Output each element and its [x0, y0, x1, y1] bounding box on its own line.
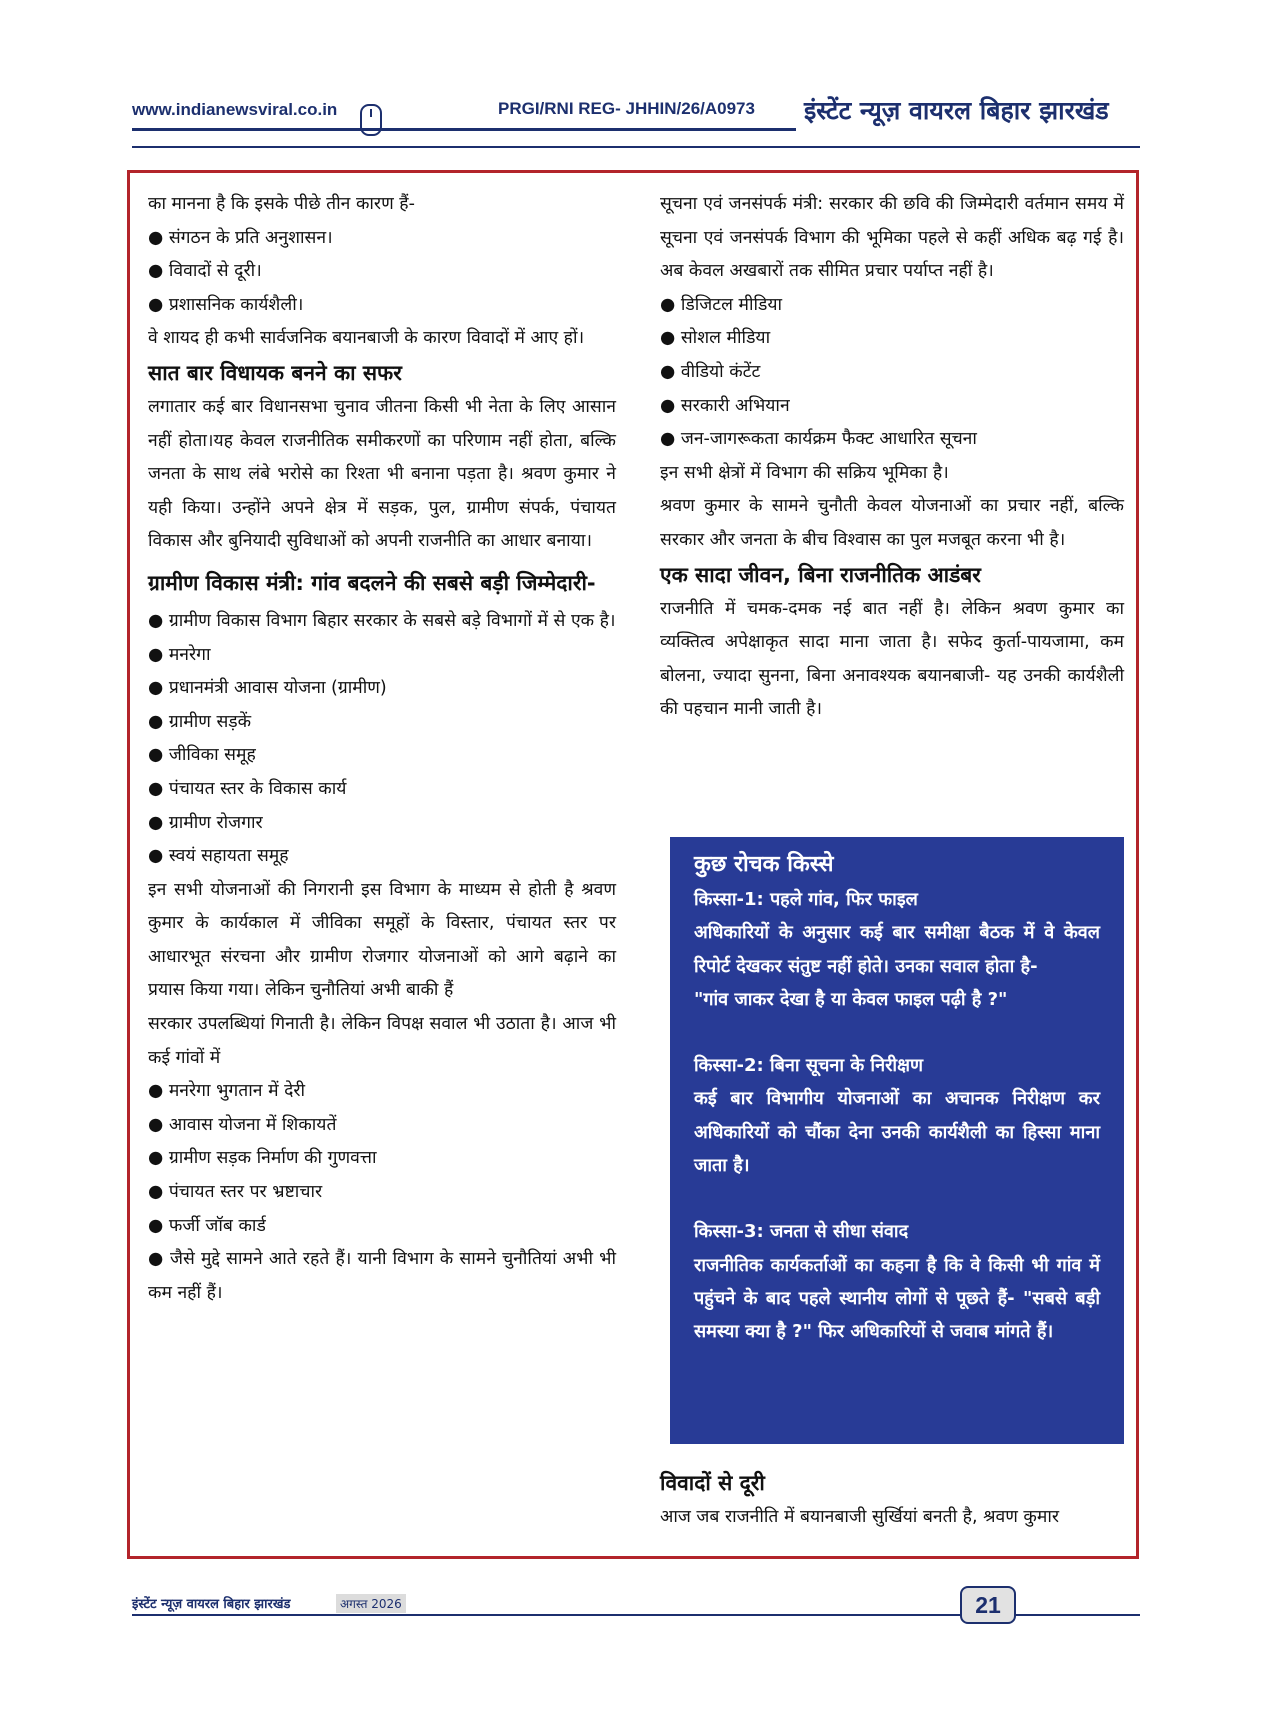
heading-rural-development: ग्रामीण विकास मंत्री: गांव बदलने की सबसे बड़ी जिम्मेदारी- [148, 570, 596, 595]
right-column [660, 188, 1124, 727]
reasons-after-text: वे शायद ही कभी सार्वजनिक बयानबाजी के कारण विवादों में आए हों। [148, 328, 585, 349]
simple-life-paragraph: राजनीति में चमक-दमक नई बात नहीं है। लेकिन श्रवण कुमार का व्यक्तित्व अपेक्षाकृत सादा माना जाता है। सफेद कुर्ता-पायजामा, कम बोलना, ज्यादा सुनना, बिना अनावश्यक बयानबाजी- यह उनकी कार्यशैली की पहचान मानी जाती है। [660, 598, 1124, 720]
heading-seven-times: सात बार विधायक बनने का सफर [148, 360, 402, 385]
intro-text: का मानना है कि इसके पीछे तीन कारण हैं- [148, 194, 415, 214]
issue-item: ● पंचायत स्तर पर भ्रष्टाचार [148, 1176, 616, 1210]
heading-simple-life: एक सादा जीवन, बिना राजनीतिक आडंबर [660, 562, 981, 587]
heading-disputes: विवादों से दूरी [660, 1471, 765, 1495]
media-item: ● सोशल मीडिया [660, 322, 1124, 356]
footer-title: इंस्टेंट न्यूज़ वायरल बिहार झारखंड [132, 1597, 291, 1612]
media-item: ● सरकारी अभियान [660, 390, 1124, 424]
issue-item: ● ग्रामीण सड़क निर्माण की गुणवत्ता [148, 1142, 616, 1176]
rural-item: ● मनरेगा [148, 639, 616, 673]
rural-item: ● ग्रामीण विकास विभाग बिहार सरकार के सबसे बड़े विभागों में से एक है। [148, 605, 616, 639]
registration-number: PRGI/RNI REG- JHHIN/26/A0973 [498, 99, 755, 118]
active-role-text: इन सभी क्षेत्रों में विभाग की सक्रिय भूमिका है। [660, 462, 949, 483]
right-column-lower [660, 1466, 1124, 1535]
issue-item: ● जैसे मुद्दे सामने आते रहते हैं। यानी विभाग के सामने चुनौतियां अभी भी कम नहीं हैं। [148, 1243, 616, 1310]
media-item: ● वीडियो कंटेंट [660, 356, 1124, 390]
anecdote-1-quote: "गांव जाकर देखा है या केवल फाइल पढ़ी है ?" [694, 988, 1008, 1010]
left-column [148, 188, 616, 1310]
site-url[interactable]: www.indianewsviral.co.in [132, 100, 338, 119]
anecdote-3-title: किस्सा-3: जनता से सीधा संवाद [694, 1221, 909, 1243]
header-rule-long [132, 146, 1140, 148]
media-item: ● डिजिटल मीडिया [660, 289, 1124, 323]
anecdote-1-text: अधिकारियों के अनुसार कई बार समीक्षा बैठक में वे केवल रिपोर्ट देखकर संतुष्ट नहीं होते। उनका सवाल होता है- [694, 922, 1100, 977]
anecdotes-title: कुछ रोचक किस्से [694, 852, 834, 877]
disputes-paragraph: आज जब राजनीति में बयानबाजी सुर्खियां बनती है, श्रवण कुमार [660, 1507, 1060, 1527]
issue-item: ● आवास योजना में शिकायतें [148, 1109, 616, 1143]
issue-item: ● मनरेगा भुगतान में देरी [148, 1075, 616, 1109]
opposition-paragraph: सरकार उपलब्धियां गिनाती है। लेकिन विपक्ष सवाल भी उठाता है। आज भी कई गांवों में [148, 1014, 616, 1068]
rural-item: ● जीविका समूह [148, 739, 616, 773]
mouse-icon [360, 104, 382, 136]
reason-item: ● विवादों से दूरी। [148, 255, 616, 289]
monitoring-paragraph: इन सभी योजनाओं की निगरानी इस विभाग के माध्यम से होती है श्रवण कुमार के कार्यकाल में जीविका समूहों के विस्तार, पंचायत स्तर पर आधारभूत संरचना और ग्रामीण रोजगार योजनाओं को आगे बढ़ाने का प्रयास किया गया। लेकिन चुनौतियां अभी बाकी हैं [148, 879, 616, 1001]
anecdotes-box [670, 837, 1124, 1444]
rural-item: ● ग्रामीण सड़कें [148, 706, 616, 740]
header-rule [132, 128, 796, 131]
reason-item: ● प्रशासनिक कार्यशैली। [148, 289, 616, 323]
reason-item: ● संगठन के प्रति अनुशासन। [148, 222, 616, 256]
rural-item: ● पंचायत स्तर के विकास कार्य [148, 773, 616, 807]
issue-item: ● फर्जी जॉब कार्ड [148, 1210, 616, 1244]
challenge-paragraph: श्रवण कुमार के सामने चुनौती केवल योजनाओं का प्रचार नहीं, बल्कि सरकार और जनता के बीच विश्वास का पुल मजबूत करना भी है। [660, 496, 1124, 550]
seven-times-paragraph: लगातार कई बार विधानसभा चुनाव जीतना किसी भी नेता के लिए आसान नहीं होता।यह केवल राजनीतिक समीकरणों का परिणाम नहीं होता, बल्कि जनता के साथ लंबे भरोसे का रिश्ता भी बनाना पड़ता है। श्रवण कुमार ने यही किया। उन्होंने अपने क्षेत्र में सड़क, पुल, ग्रामीण संपर्क, पंचायत विकास और बुनियादी सुविधाओं को अपनी राजनीति का आधार बनाया। [148, 396, 616, 552]
rural-item: ● प्रधानमंत्री आवास योजना (ग्रामीण) [148, 672, 616, 706]
anecdote-3-text: राजनीतिक कार्यकर्ताओं का कहना है कि वे किसी भी गांव में पहुंचने के बाद पहले स्थानीय लोगों से पूछते हैं- "सबसे बड़ी समस्या क्या है ?" फिर अधिकारियों से जवाब मांगते हैं। [694, 1254, 1100, 1343]
page-number: 21 [960, 1586, 1016, 1624]
footer-date: अगस्त 2026 [336, 1594, 406, 1613]
anecdote-2-title: किस्सा-2: बिना सूचना के निरीक्षण [694, 1055, 924, 1077]
anecdote-2-text: कई बार विभागीय योजनाओं का अचानक निरीक्षण कर अधिकारियों को चौंका देना उनकी कार्यशैली का हिस्सा माना जाता है। [694, 1088, 1100, 1177]
rural-item: ● ग्रामीण रोजगार [148, 807, 616, 841]
rural-item: ● स्वयं सहायता समूह [148, 840, 616, 874]
media-item: ● जन-जागरूकता कार्यक्रम फैक्ट आधारित सूचना [660, 423, 1124, 457]
info-minister-paragraph: सूचना एवं जनसंपर्क मंत्री: सरकार की छवि की जिम्मेदारी वर्तमान समय में सूचना एवं जनसंपर्क विभाग की भूमिका पहले से कहीं अधिक बढ़ गई है। अब केवल अखबारों तक सीमित प्रचार पर्याप्त नहीं है। [660, 194, 1124, 282]
masthead-title: इंस्टेंट न्यूज़ वायरल बिहार झारखंड [804, 96, 1109, 125]
anecdote-1-title: किस्सा-1: पहले गांव, फिर फाइल [694, 889, 918, 910]
